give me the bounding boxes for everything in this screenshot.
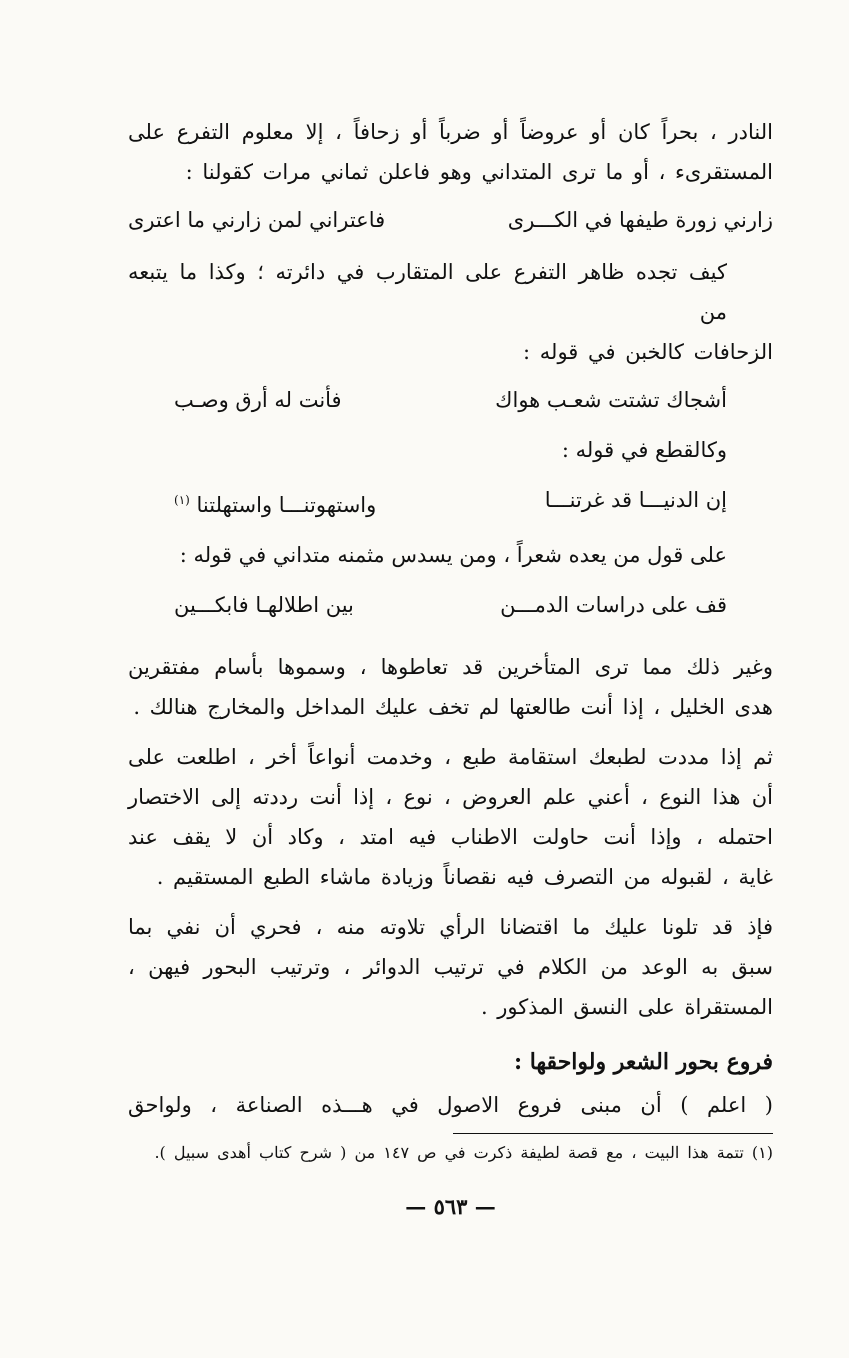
text-line: فإذ قد تلونا عليك ما اقتضانا الرأي تلاوته منه ، فحري أن نفي بما xyxy=(128,915,773,939)
footnote: (١) تتمة هذا البيت ، مع قصة لطيفة ذكرت في ص ١٤٧ من ( شرح كتاب أهدى سبيل ). xyxy=(154,1143,773,1162)
text-line: هدى الخليل ، إذا أنت طالعتها لم تخف عليك المداخل والمخارج هنالك . xyxy=(133,695,773,719)
text-line: سبق به الوعد من الكلام في ترتيب الدوائر ، وترتيب البحور فيهن ، xyxy=(128,955,773,979)
verse-hemistich-first: زارني زورة طيفها في الكـــرى xyxy=(507,208,773,232)
text-line xyxy=(128,152,773,192)
verse-intro: وكالقطع في قوله : xyxy=(561,438,727,462)
verse-hemistich-second: فاعتراني لمن زارني ما اعترى xyxy=(128,208,386,232)
page-number: — ٥٦٣ — xyxy=(405,1194,496,1219)
text-line: أن هذا النوع ، أعني علم العروض ، نوع ، إذا أنت رددته إلى الاختصار xyxy=(128,785,773,809)
verse xyxy=(128,478,773,527)
text-line: كيف تجده ظاهر التفرع على المتقارب في دائرته ؛ وكذا ما يتبعه من xyxy=(128,260,727,324)
verse-hemistich-second: بين اطلالهـا فابكـــين xyxy=(174,593,354,617)
verse-hemistich-first: إن الدنيـــا قد غرتنـــا xyxy=(544,488,727,512)
verse-intro: على قول من يعده شعراً ، ومن يسدس مثمنه متداني في قوله : xyxy=(179,543,727,567)
text-line: ثم إذا مددت لطبعك استقامة طبع ، وخدمت أنواعاً أخر ، اطلعت على xyxy=(128,745,773,769)
text-line-start: المستقرىء ، أو ما ترى المتداني وهو فاعلن ثماني مرات كقولنا : xyxy=(185,160,773,184)
footnote-marker: (١) xyxy=(174,493,190,507)
verse-hemistich-second: فأنت له أرق وصـب xyxy=(174,388,342,412)
section-heading: فروع بحور الشعر ولواحقها : xyxy=(513,1049,773,1075)
text-line: المستقراة على النسق المذكور . xyxy=(480,995,773,1019)
verse xyxy=(128,198,773,242)
verse-hemistich-first: قف على دراسات الدمـــن xyxy=(500,593,727,617)
text-line: احتمله ، وإذا أنت حاولت الاطناب فيه امتد ، وكاد أن لا يقف عند xyxy=(128,825,773,849)
footnote-divider xyxy=(453,1133,773,1134)
verse-text: واستهوتنـــا واستهلتنا xyxy=(196,493,377,517)
text-line: النادر ، بحراً كان أو عروضاً أو ضرباً أو زحافاً ، إلا معلوم التفرع على xyxy=(128,120,773,144)
verse xyxy=(128,583,773,627)
text-line: وغير ذلك مما ترى المتأخرين قد تعاطوها ، وسموها بأسام مفتقرين xyxy=(128,655,773,679)
text-line: الزحافات كالخبن في قوله : xyxy=(523,340,773,364)
verse-hemistich-second xyxy=(174,478,376,527)
verse xyxy=(128,378,773,422)
text-line: ( اعلم ) أن مبنى فروع الاصول في هـــذه الصناعة ، ولواحق xyxy=(128,1093,773,1117)
verse-hemistich-first: أشجاك تشتت شعـب هواك xyxy=(495,388,727,412)
text-line: غاية ، لقبوله من التصرف فيه نقصاناً وزيادة ماشاء الطبع المستقيم . xyxy=(156,865,773,889)
